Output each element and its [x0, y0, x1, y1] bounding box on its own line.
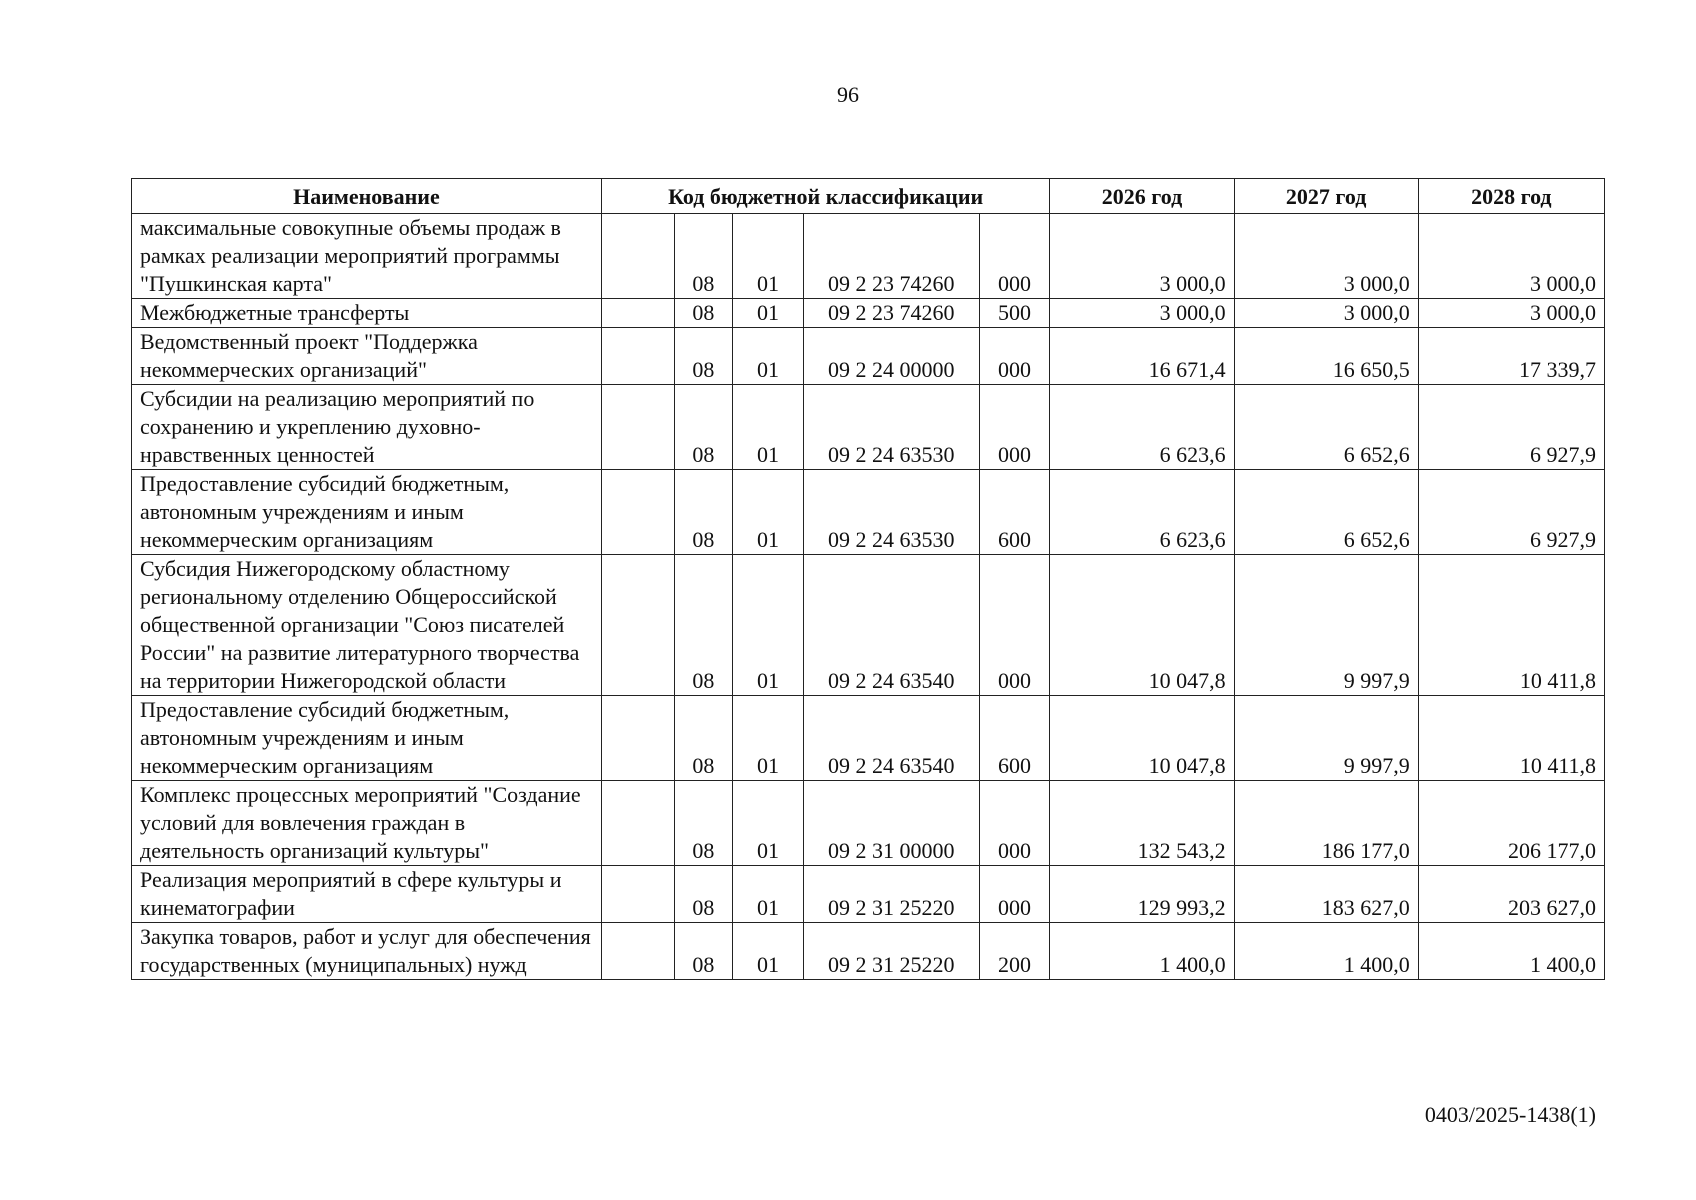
row-value-2026: 10 047,8	[1050, 696, 1234, 781]
table-row	[132, 299, 1605, 328]
row-code-section: 08	[674, 866, 732, 923]
row-name: максимальные совокупные объемы продаж в рамках реализации мероприятий программы "Пушкинская карта"	[132, 214, 602, 299]
row-code-subsection: 01	[733, 696, 804, 781]
row-code-blank	[601, 385, 674, 470]
row-code-blank	[601, 781, 674, 866]
row-code-blank	[601, 470, 674, 555]
row-code-blank	[601, 555, 674, 696]
row-code-subsection: 01	[733, 555, 804, 696]
row-name: Межбюджетные трансферты	[132, 299, 602, 328]
row-value-2026: 6 623,6	[1050, 470, 1234, 555]
page-number: 96	[837, 82, 859, 107]
row-value-2028: 206 177,0	[1418, 781, 1604, 866]
row-code-blank	[601, 299, 674, 328]
row-name: Предоставление субсидий бюджетным, автономным учреждениям и иным некоммерческим организациям	[132, 696, 602, 781]
row-code-expense-type: 600	[979, 470, 1050, 555]
row-value-2027: 186 177,0	[1234, 781, 1418, 866]
row-code-subsection: 01	[733, 385, 804, 470]
row-name: Реализация мероприятий в сфере культуры и кинематографии	[132, 866, 602, 923]
row-code-subsection: 01	[733, 470, 804, 555]
row-value-2027: 1 400,0	[1234, 923, 1418, 980]
row-value-2026: 132 543,2	[1050, 781, 1234, 866]
row-code-target: 09 2 24 00000	[803, 328, 979, 385]
table-header-row	[132, 179, 1605, 214]
row-code-expense-type: 000	[979, 328, 1050, 385]
row-code-target: 09 2 31 25220	[803, 923, 979, 980]
row-code-section: 08	[674, 781, 732, 866]
row-value-2027: 16 650,5	[1234, 328, 1418, 385]
header-name: Наименование	[132, 179, 602, 214]
table-row	[132, 328, 1605, 385]
row-code-target: 09 2 23 74260	[803, 214, 979, 299]
row-value-2026: 16 671,4	[1050, 328, 1234, 385]
row-code-subsection: 01	[733, 328, 804, 385]
row-code-target: 09 2 24 63540	[803, 696, 979, 781]
row-value-2028: 6 927,9	[1418, 470, 1604, 555]
row-code-subsection: 01	[733, 866, 804, 923]
row-code-expense-type: 000	[979, 214, 1050, 299]
row-code-blank	[601, 328, 674, 385]
row-code-expense-type: 000	[979, 555, 1050, 696]
row-name: Субсидии на реализацию мероприятий по сохранению и укреплению духовно-нравственных ценностей	[132, 385, 602, 470]
row-value-2028: 10 411,8	[1418, 696, 1604, 781]
header-2028: 2028 год	[1418, 179, 1604, 214]
row-code-expense-type: 000	[979, 866, 1050, 923]
row-value-2028: 3 000,0	[1418, 299, 1604, 328]
header-2027: 2027 год	[1234, 179, 1418, 214]
table-row	[132, 385, 1605, 470]
row-code-subsection: 01	[733, 781, 804, 866]
row-code-section: 08	[674, 696, 732, 781]
row-code-blank	[601, 866, 674, 923]
row-code-section: 08	[674, 555, 732, 696]
row-value-2027: 183 627,0	[1234, 866, 1418, 923]
row-value-2027: 9 997,9	[1234, 696, 1418, 781]
row-name: Субсидия Нижегородскому областному региональному отделению Общероссийской общественной организации "Союз писателей России" на развитие литературного творчества на территории Нижегородской области	[132, 555, 602, 696]
row-value-2026: 129 993,2	[1050, 866, 1234, 923]
row-code-section: 08	[674, 470, 732, 555]
row-name: Закупка товаров, работ и услуг для обеспечения государственных (муниципальных) нужд	[132, 923, 602, 980]
row-name: Комплекс процессных мероприятий "Создание условий для вовлечения граждан в деятельность организаций культуры"	[132, 781, 602, 866]
row-name: Ведомственный проект "Поддержка некоммерческих организаций"	[132, 328, 602, 385]
row-code-expense-type: 600	[979, 696, 1050, 781]
row-value-2026: 10 047,8	[1050, 555, 1234, 696]
table-row	[132, 555, 1605, 696]
row-value-2027: 6 652,6	[1234, 385, 1418, 470]
row-code-subsection: 01	[733, 299, 804, 328]
row-code-expense-type: 200	[979, 923, 1050, 980]
header-code: Код бюджетной классификации	[601, 179, 1050, 214]
header-2026: 2026 год	[1050, 179, 1234, 214]
row-code-section: 08	[674, 214, 732, 299]
row-value-2028: 3 000,0	[1418, 214, 1604, 299]
row-code-section: 08	[674, 385, 732, 470]
row-value-2028: 17 339,7	[1418, 328, 1604, 385]
row-code-blank	[601, 923, 674, 980]
row-value-2026: 1 400,0	[1050, 923, 1234, 980]
row-value-2028: 6 927,9	[1418, 385, 1604, 470]
row-code-section: 08	[674, 328, 732, 385]
budget-table	[131, 178, 1605, 980]
document-code: 0403/2025-1438(1)	[1424, 1102, 1596, 1127]
row-code-expense-type: 500	[979, 299, 1050, 328]
row-code-subsection: 01	[733, 923, 804, 980]
table-row	[132, 866, 1605, 923]
row-code-target: 09 2 24 63540	[803, 555, 979, 696]
row-value-2028: 10 411,8	[1418, 555, 1604, 696]
table-row	[132, 923, 1605, 980]
row-value-2026: 3 000,0	[1050, 299, 1234, 328]
table-row	[132, 214, 1605, 299]
row-value-2027: 9 997,9	[1234, 555, 1418, 696]
row-value-2027: 6 652,6	[1234, 470, 1418, 555]
row-value-2027: 3 000,0	[1234, 299, 1418, 328]
row-value-2028: 203 627,0	[1418, 866, 1604, 923]
row-code-target: 09 2 24 63530	[803, 385, 979, 470]
table-row	[132, 470, 1605, 555]
row-code-expense-type: 000	[979, 781, 1050, 866]
row-code-target: 09 2 31 25220	[803, 866, 979, 923]
row-code-subsection: 01	[733, 214, 804, 299]
row-code-blank	[601, 696, 674, 781]
row-code-section: 08	[674, 299, 732, 328]
row-name: Предоставление субсидий бюджетным, автономным учреждениям и иным некоммерческим организациям	[132, 470, 602, 555]
row-code-expense-type: 000	[979, 385, 1050, 470]
row-code-blank	[601, 214, 674, 299]
row-code-target: 09 2 31 00000	[803, 781, 979, 866]
row-code-section: 08	[674, 923, 732, 980]
row-value-2026: 6 623,6	[1050, 385, 1234, 470]
table-row	[132, 696, 1605, 781]
row-code-target: 09 2 23 74260	[803, 299, 979, 328]
table-row	[132, 781, 1605, 866]
row-value-2027: 3 000,0	[1234, 214, 1418, 299]
row-value-2028: 1 400,0	[1418, 923, 1604, 980]
row-value-2026: 3 000,0	[1050, 214, 1234, 299]
row-code-target: 09 2 24 63530	[803, 470, 979, 555]
